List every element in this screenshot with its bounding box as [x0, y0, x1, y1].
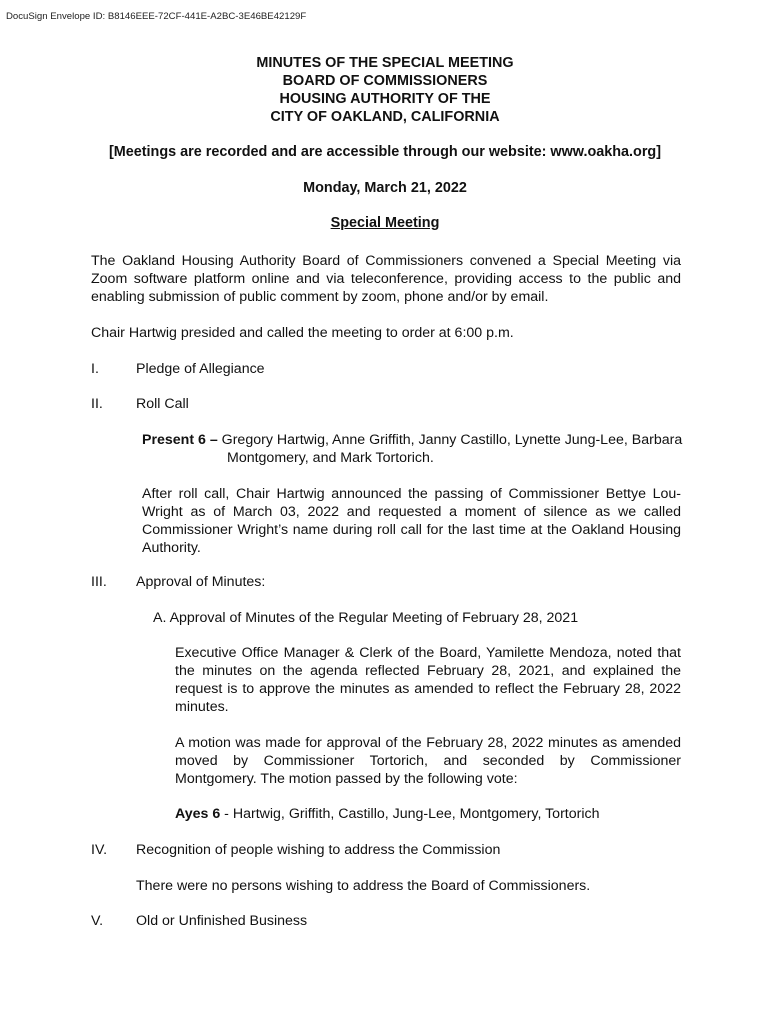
section-4-numeral: IV. — [91, 842, 108, 858]
section-5-numeral: V. — [91, 913, 104, 929]
section-2-numeral: II. — [91, 396, 103, 412]
section-1-numeral: I. — [91, 361, 99, 377]
document-title — [0, 54, 770, 126]
clerk-note: Executive Office Manager & Clerk of the Board, Yamilette Mendoza, noted that the minutes on the agenda reflected February 28, 2021, and explained the request is to approve the minutes as amended to reflect the February 28, 2022 minutes. — [175, 645, 681, 715]
ayes-names: - Hartwig, Griffith, Castillo, Jung-Lee, Montgomery, Tortorich — [220, 806, 600, 822]
meeting-type-label: Special Meeting — [330, 215, 440, 231]
meeting-type — [0, 214, 770, 232]
intro-paragraph: The Oakland Housing Authority Board of Commissioners convened a Special Meeting via Zoom software platform online and via teleconference, providing access to the public and enabling submission of public comment by zoom, phone and/or by email. — [91, 253, 681, 305]
motion-paragraph: A motion was made for approval of the February 28, 2022 minutes as amended moved by Commissioner Tortorich, and seconded by Commissioner Montgomery. The motion passed by the following vote: — [175, 735, 681, 787]
section-1-title: Pledge of Allegiance — [136, 361, 265, 377]
present-label: Present 6 – — [142, 432, 218, 448]
title-line-2: BOARD OF COMMISSIONERS — [282, 73, 488, 89]
section-3-numeral: III. — [91, 574, 107, 590]
section-5-title: Old or Unfinished Business — [136, 913, 308, 929]
recording-note: [Meetings are recorded and are accessible through our website: www.oakha.org] — [108, 144, 662, 160]
docusign-envelope-id: DocuSign Envelope ID: B8146EEE-72CF-441E-A2BC-3E46BE42129F — [6, 11, 307, 22]
title-line-1: MINUTES OF THE SPECIAL MEETING — [256, 55, 514, 71]
call-to-order: Chair Hartwig presided and called the meeting to order at 6:00 p.m. — [91, 325, 514, 341]
minutes-item-a: A. Approval of Minutes of the Regular Meeting of February 28, 2021 — [153, 610, 579, 626]
meeting-date: Monday, March 21, 2022 — [303, 180, 467, 196]
title-line-3: HOUSING AUTHORITY OF THE — [279, 91, 491, 107]
roll-call-present — [142, 431, 766, 467]
public-comment-note: There were no persons wishing to address the Board of Commissioners. — [136, 878, 591, 894]
title-line-4: CITY OF OAKLAND, CALIFORNIA — [270, 109, 500, 125]
section-2-title: Roll Call — [136, 396, 189, 412]
section-4-title: Recognition of people wishing to address the Commission — [136, 842, 501, 858]
section-3-title: Approval of Minutes: — [136, 574, 266, 590]
present-names: Gregory Hartwig, Anne Griffith, Janny Castillo, Lynette Jung-Lee, Barbara Montgomery, and Mark Tortorich. — [221, 432, 683, 466]
ayes-label: Ayes 6 — [175, 806, 221, 822]
ayes-vote — [175, 805, 681, 823]
remembrance-paragraph: After roll call, Chair Hartwig announced the passing of Commissioner Bettye Lou-Wright as of March 03, 2022 and requested a moment of silence as we called Commissioner Wright’s name during roll call for the last time at the Oakland Housing Authority. — [142, 486, 681, 556]
